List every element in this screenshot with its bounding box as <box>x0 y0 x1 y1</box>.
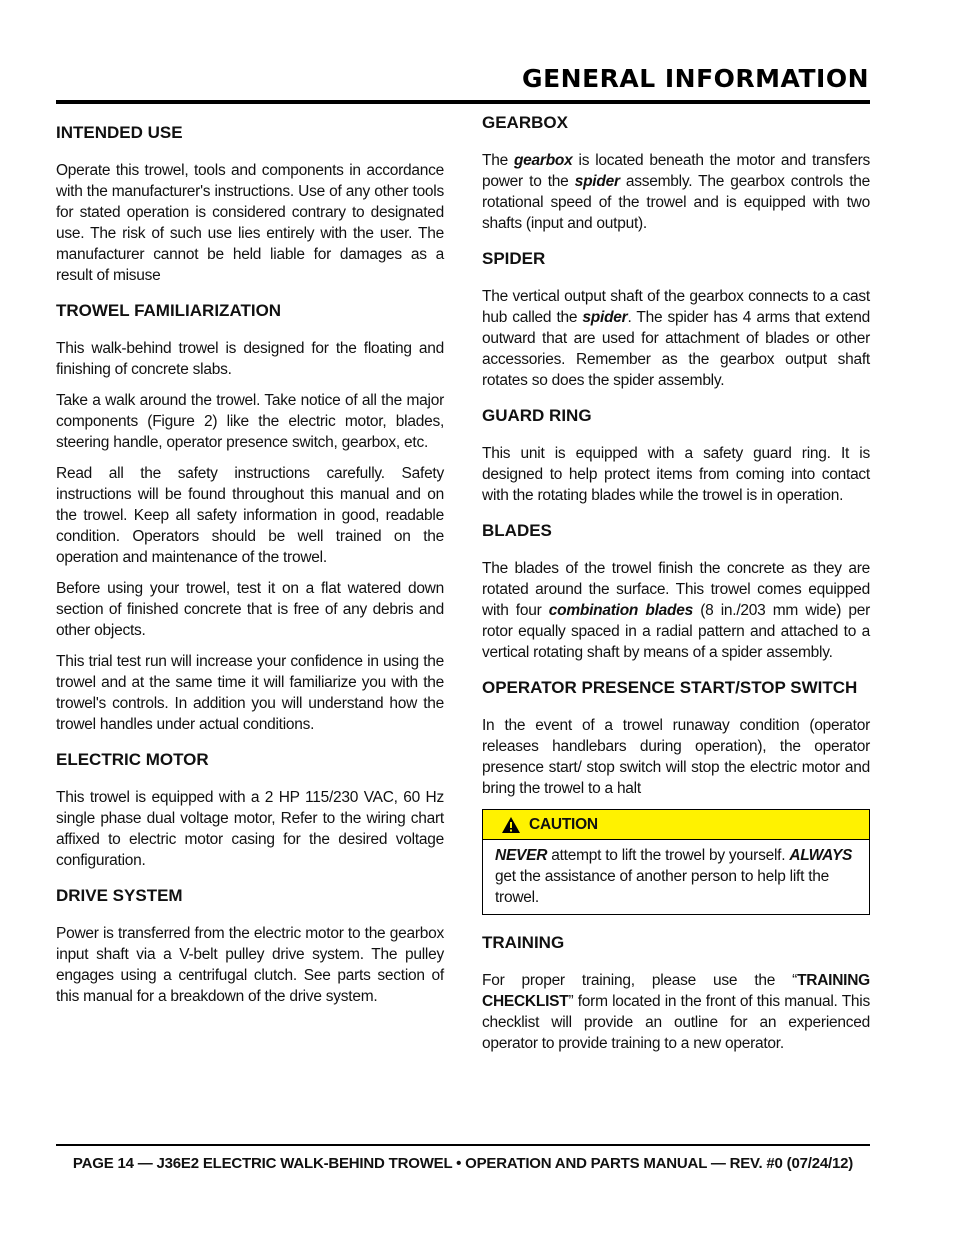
section-guard-ring <box>482 401 870 506</box>
section-spider <box>482 244 870 391</box>
paragraph: This walk-behind trowel is designed for the floating and finishing of concrete slabs. <box>56 340 444 378</box>
keyword: spider <box>582 309 628 326</box>
section-electric-motor <box>56 745 444 871</box>
paragraph <box>482 970 870 1054</box>
text-run: The <box>482 152 514 169</box>
section-heading: DRIVE SYSTEM <box>56 886 183 905</box>
keyword: combination blades <box>548 602 693 619</box>
keyword: gearbox <box>513 152 573 169</box>
section-heading: ELECTRIC MOTOR <box>56 750 209 769</box>
text-run: The blades of the trowel finish the concrete as they are rotated around the surface. This trowel comes equipped with four <box>482 560 870 619</box>
text-run: ” form located in the front of this manual. This checklist will provide an outline for an experienced operator to provide training to a new operator. <box>482 993 870 1052</box>
section-operator-switch <box>482 673 870 799</box>
keyword: ALWAYS <box>789 847 853 864</box>
text-run: (8 in./203 mm wide) per rotor equally spaced in a radial pattern and attached to a vertical rotating shaft by means of a spider assembly. <box>482 602 870 661</box>
section-gearbox <box>482 108 870 234</box>
section-heading: TRAINING <box>482 933 565 952</box>
text-run: attempt to lift the trowel by yourself. <box>547 847 790 864</box>
paragraph <box>482 286 870 391</box>
section-trowel-familiarization <box>56 296 444 735</box>
paragraph: In the event of a trowel runaway condition (operator releases handlebars during operation), the operator presence start/ stop switch will stop the electric motor and bring the trowel to a halt <box>482 717 870 797</box>
section-heading: BLADES <box>482 521 552 540</box>
text-run: The vertical output shaft of the gearbox connects to a cast hub called the <box>482 288 870 326</box>
section-drive-system <box>56 881 444 1007</box>
paragraph: Power is transferred from the electric motor to the gearbox input shaft via a V-belt pulley drive system. The pulley engages using a centrifugal clutch. See parts section of this manual for a breakdown of the drive system. <box>56 925 444 1005</box>
caution-box <box>482 809 870 915</box>
section-heading: INTENDED USE <box>56 123 183 142</box>
paragraph: Operate this trowel, tools and components in accordance with the manufacturer's instructions. Use of any other tools for stated operation is considered contrary to designated use. The risk of such use lies entirely with the user. The manufacturer cannot be held liable for damages as a result of misuse <box>56 162 444 284</box>
section-training <box>482 928 870 1054</box>
section-heading: TROWEL FAMILIARIZATION <box>56 301 282 320</box>
section-heading: SPIDER <box>482 249 546 268</box>
keyword: spider <box>574 173 620 190</box>
paragraph: Take a walk around the trowel. Take notice of all the major components (Figure 2) like the electric motor, blades, steering handle, operator presence switch, gearbox, etc. <box>56 392 444 451</box>
section-blades <box>482 516 870 663</box>
paragraph: Before using your trowel, test it on a flat watered down section of finished concrete that is free of any debris and other objects. <box>56 580 444 639</box>
paragraph: Read all the safety instructions carefully. Safety instructions will be found throughout this manual and on the trowel. Keep all safety information in good, readable condition. Operators should be well trained on the operation and maintenance of the trowel. <box>56 465 444 566</box>
text-run: get the assistance of another person to help lift the trowel. <box>495 868 830 906</box>
header-rule <box>56 100 870 104</box>
text-run: assembly. The gearbox controls the rotational speed of the trowel and is equipped with two shafts (input and output). <box>482 173 870 232</box>
caution-text <box>483 840 869 914</box>
warning-icon <box>501 816 521 834</box>
paragraph: This trowel is equipped with a 2 HP 115/230 VAC, 60 Hz single phase dual voltage motor, Refer to the wiring chart affixed to electric motor casing for the desired voltage configuration. <box>56 789 444 869</box>
section-heading: OPERATOR PRESENCE START/STOP SWITCH <box>482 678 858 697</box>
section-heading: GEARBOX <box>482 113 568 132</box>
page-title: GENERAL INFORMATION <box>522 64 869 93</box>
caution-label: CAUTION <box>529 816 598 833</box>
section-intended-use <box>56 118 444 286</box>
footer-rule <box>56 1144 870 1146</box>
right-column <box>482 108 870 1064</box>
section-heading: GUARD RING <box>482 406 592 425</box>
caution-header <box>483 810 869 840</box>
paragraph: This trial test run will increase your confidence in using the trowel and at the same time it will familiarize you with the trowel's controls. In addition you will understand how the trowel handles under actual conditions. <box>56 653 444 733</box>
text-run: . The spider has 4 arms that extend outward that are used for attachment of blades or other accessories. Remember as the gearbox output shaft rotates so does the spider assembly. <box>482 309 871 389</box>
paragraph <box>482 150 870 234</box>
left-column <box>56 118 444 1017</box>
page-footer: PAGE 14 — J36E2 ELECTRIC WALK-BEHIND TROWEL • OPERATION AND PARTS MANUAL — REV. #0 (07/24/12) <box>72 1155 854 1172</box>
paragraph <box>482 558 870 663</box>
text-run: is located beneath the motor and transfers power to the <box>482 152 870 190</box>
paragraph: This unit is equipped with a safety guard ring. It is designed to help protect items from coming into contact with the rotating blades while the trowel is in operation. <box>482 445 870 504</box>
keyword: TRAINING CHECKLIST <box>482 972 870 1010</box>
keyword: NEVER <box>495 847 548 864</box>
text-run: For proper training, please use the “ <box>482 972 798 989</box>
